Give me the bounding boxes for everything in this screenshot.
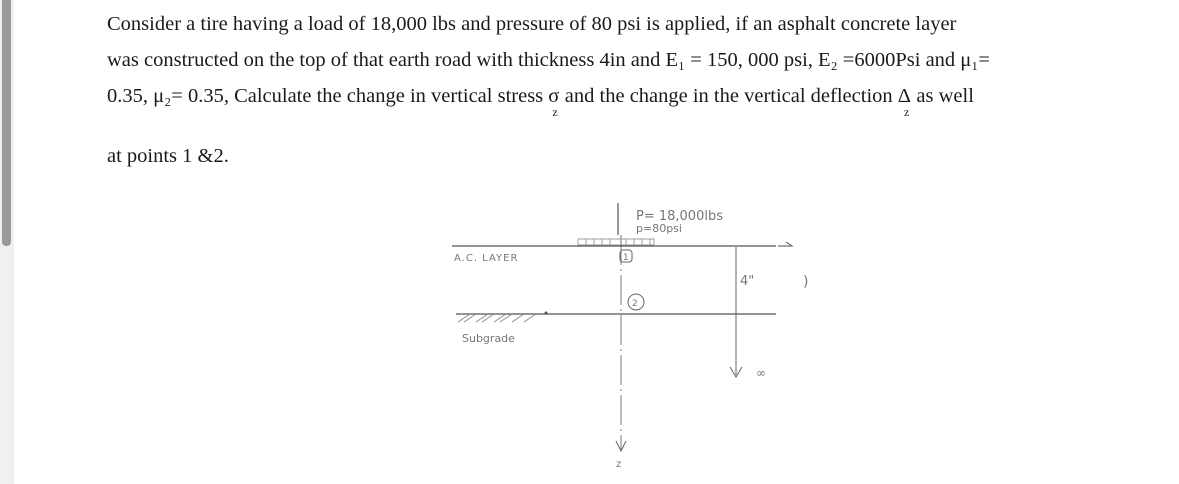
question-line-1: Consider a tire having a load of 18,000 lbs and pressure of 80 psi is applied, if an asphalt concrete layer xyxy=(107,13,957,35)
thickness-label: 4" xyxy=(740,274,755,289)
load-label: P= 18,000lbs xyxy=(636,209,723,224)
question-line-4: at points 1 &2. xyxy=(107,145,229,167)
surface-arrow-icon xyxy=(778,242,792,246)
point-1-label: 1 xyxy=(623,253,629,263)
axis-z-label: z xyxy=(616,459,622,470)
question-line-3-part-3: as well xyxy=(911,85,974,107)
question-line-3-part-1: 0.35, μ₂= 0.35, Calculate the change in vertical stress σ xyxy=(107,85,560,107)
infinity-label: ∞ xyxy=(756,366,766,380)
point-2-label: 2 xyxy=(632,299,638,309)
pressure-label: p=80psi xyxy=(636,222,682,235)
question-line-3 xyxy=(107,78,1147,130)
scrollbar-track[interactable] xyxy=(0,0,14,484)
scrollbar-thumb[interactable] xyxy=(2,0,11,246)
pavement-diagram-svg xyxy=(440,195,820,480)
subgrade-label: Subgrade xyxy=(462,332,515,345)
question-line-2: was constructed on the top of that earth road with thickness 4in and E₁ = 150, 000 psi, E₂ =6000Psi and μ₁= xyxy=(107,49,990,71)
pavement-diagram xyxy=(440,195,820,480)
problem-statement xyxy=(107,6,1147,174)
pressure-area xyxy=(578,239,654,245)
closing-paren: ) xyxy=(803,274,809,290)
question-line-3-part-2: and the change in the vertical deflection Δ xyxy=(559,85,911,107)
layer-label: A.C. LAYER xyxy=(454,253,519,264)
subgrade-hatch xyxy=(458,314,536,322)
sigma-subscript: z xyxy=(552,105,558,119)
delta-subscript: z xyxy=(903,105,910,119)
